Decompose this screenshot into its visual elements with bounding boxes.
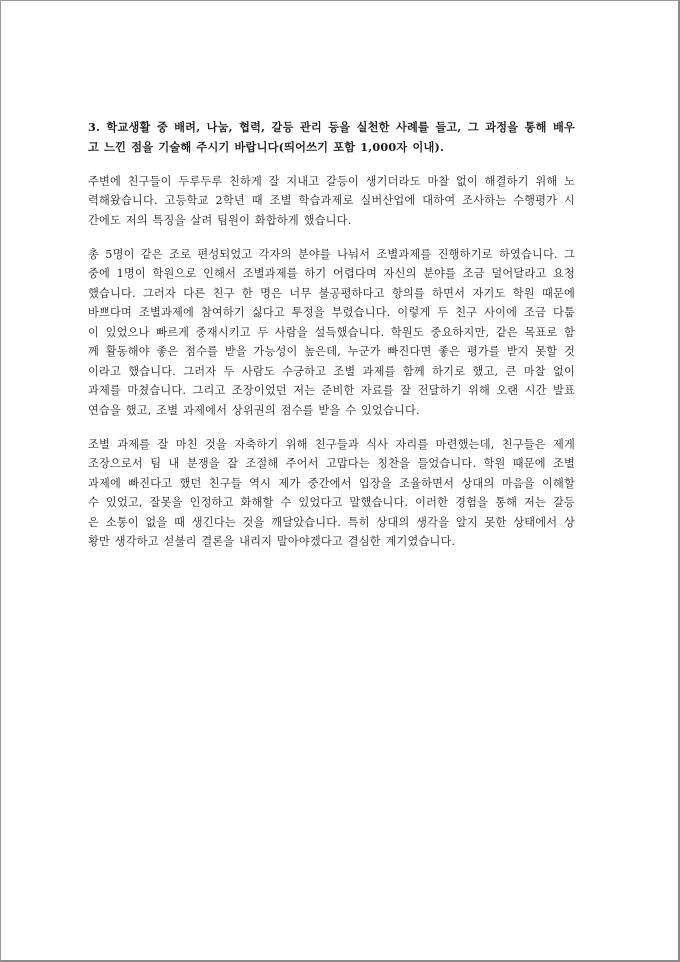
paragraph-line: 중에 1명이 학원으로 인해서 조별과제를 하기 어렵다며 자신의 분야를 조금 덜어달라고 요청 bbox=[88, 267, 575, 280]
paragraph-line: 연습을 했고, 조별 과제에서 상위권의 점수를 받을 수 있었습니다. bbox=[88, 403, 420, 417]
essay-question bbox=[88, 118, 575, 157]
paragraph-line: 주변에 친구들이 두루두루 친하게 잘 지내고 갈등이 생기더라도 마찰 없이 해결하기 위해 노 bbox=[88, 174, 575, 188]
answer-paragraph-3 bbox=[88, 435, 575, 552]
essay-body bbox=[88, 118, 575, 566]
paragraph-line: 력해왔습니다. 고등학교 2학년 때 조별 학습과제로 실버산업에 대하여 조사하는 수행평가 시 bbox=[88, 194, 575, 207]
paragraph-line: 총 5명이 같은 조로 편성되었고 각자의 분야를 나눠서 조별과제를 진행하기로 하였습니다. 그 bbox=[88, 247, 575, 261]
paragraph-line: 조장으로서 팀 내 분쟁을 잘 조절해 주어서 고맙다는 칭찬을 들었습니다. 학원 때문에 조별 bbox=[88, 457, 575, 470]
paragraph-line: 간에도 저의 특징을 살려 팀원이 화합하게 했습니다. bbox=[88, 213, 352, 227]
paragraph-line: 바쁘다며 조별과제에 참여하기 싫다고 투정을 부렸습니다. 이렇게 두 친구 사이에 조금 다툼 bbox=[88, 306, 575, 319]
paragraph-line: 과제에 빠진다고 했던 친구들 역시 제가 중간에서 입장을 조율하면서 상대의 마음을 이해할 bbox=[88, 476, 575, 490]
paragraph-line: 께 활동해야 좋은 점수를 받을 가능성이 높은데, 누군가 빠진다면 좋은 평가를 받지 못할 것 bbox=[88, 345, 575, 358]
answer-paragraph-2 bbox=[88, 245, 575, 421]
paragraph-line: 조별 과제를 잘 마친 것을 자축하기 위해 친구들과 식사 자리를 마련했는데, 친구들은 제게 bbox=[88, 437, 575, 451]
answer-paragraph-1 bbox=[88, 172, 575, 231]
paragraph-line: 이 있었으나 빠르게 중재시키고 두 사람을 설득했습니다. 학원도 중요하지만, 같은 목표로 함 bbox=[88, 325, 575, 339]
paragraph-line: 했습니다. 그러자 다른 친구 한 명은 너무 불공평하다고 항의를 하면서 자기도 학원 때문에 bbox=[88, 286, 575, 300]
paragraph-line: 과제를 마쳤습니다. 그리고 조장이었던 저는 준비한 자료를 잘 전달하기 위해 오랜 시간 발표 bbox=[88, 384, 575, 397]
paragraph-line: 이라고 했습니다. 그러자 두 사람도 수긍하고 조별 과제를 함께 하기로 했고, 큰 마찰 없이 bbox=[88, 364, 575, 378]
question-line: 3. 학교생활 중 배려, 나눔, 협력, 갈등 관리 등을 실천한 사례를 들고, 그 과정을 통해 배우 bbox=[88, 120, 575, 134]
paragraph-line: 수 있었고, 잘못을 인정하고 화해할 수 있었다고 말했습니다. 이러한 경험을 통해 저는 갈등 bbox=[88, 496, 575, 509]
paragraph-line: 은 소통이 없을 때 생긴다는 것을 깨달았습니다. 특히 상대의 생각을 알지 못한 상태에서 상 bbox=[88, 515, 575, 529]
question-line: 고 느낀 점을 기술해 주시기 바랍니다(띄어쓰기 포함 1,000자 이내). bbox=[88, 139, 445, 154]
paragraph-line: 황만 생각하고 섣불리 결론을 내리지 말아야겠다고 결심한 계기였습니다. bbox=[88, 535, 456, 548]
